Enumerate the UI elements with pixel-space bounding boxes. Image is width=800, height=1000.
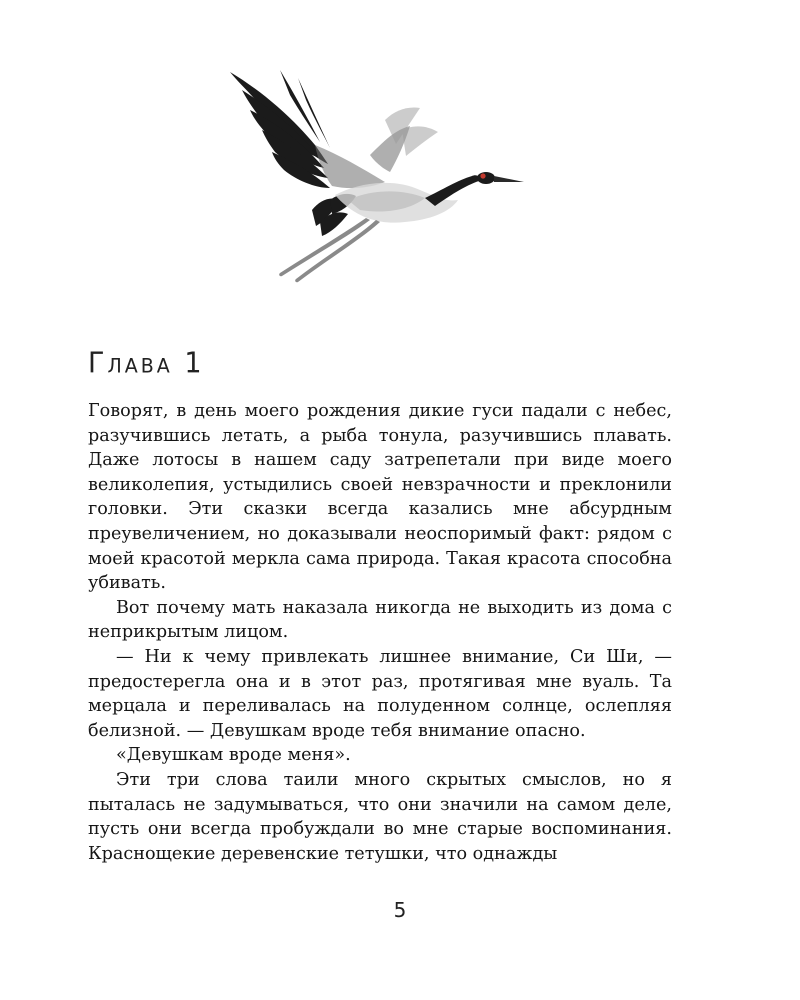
- crane-icon: [230, 70, 524, 282]
- chapter-body: [88, 399, 672, 866]
- paragraph: Вот почему мать наказала никогда не выходить из дома с неприкрытым лицом.: [88, 597, 672, 643]
- page-number: 5: [393, 898, 407, 922]
- paragraph: Эти три слова таили много скрытых смыслов, но я пыталась не задумываться, что они значили на самом деле, пусть они всегда пробуждали во мне старые воспоминания. Краснощекие деревенские тетушки, что однажды: [88, 769, 672, 864]
- paragraph: «Девушкам вроде меня».: [116, 745, 351, 766]
- chapter-title: Глава 1: [88, 347, 205, 380]
- paragraph: — Ни к чему привлекать лишнее внимание, Си Ши, — предостерегла она и в этот раз, протягивая мне вуаль. Та мерцала и переливалась на полуденном солнце, ослепляя белизной. — Девушкам вроде тебя внимание опасно.: [88, 646, 672, 741]
- crane-illustration: [220, 60, 530, 285]
- paragraph: Говорят, в день моего рождения дикие гуси падали с небес, разучившись летать, а рыба тонула, разучившись плавать. Даже лотосы в нашем саду затрепетали при виде моего великолепия, устыдились своей невзрачности и преклонили головки. Эти сказки всегда казались мне абсурдным преувеличением, но доказывали неоспоримый факт: рядом с моей красотой меркла сама природа. Такая красота способна убивать.: [88, 401, 672, 594]
